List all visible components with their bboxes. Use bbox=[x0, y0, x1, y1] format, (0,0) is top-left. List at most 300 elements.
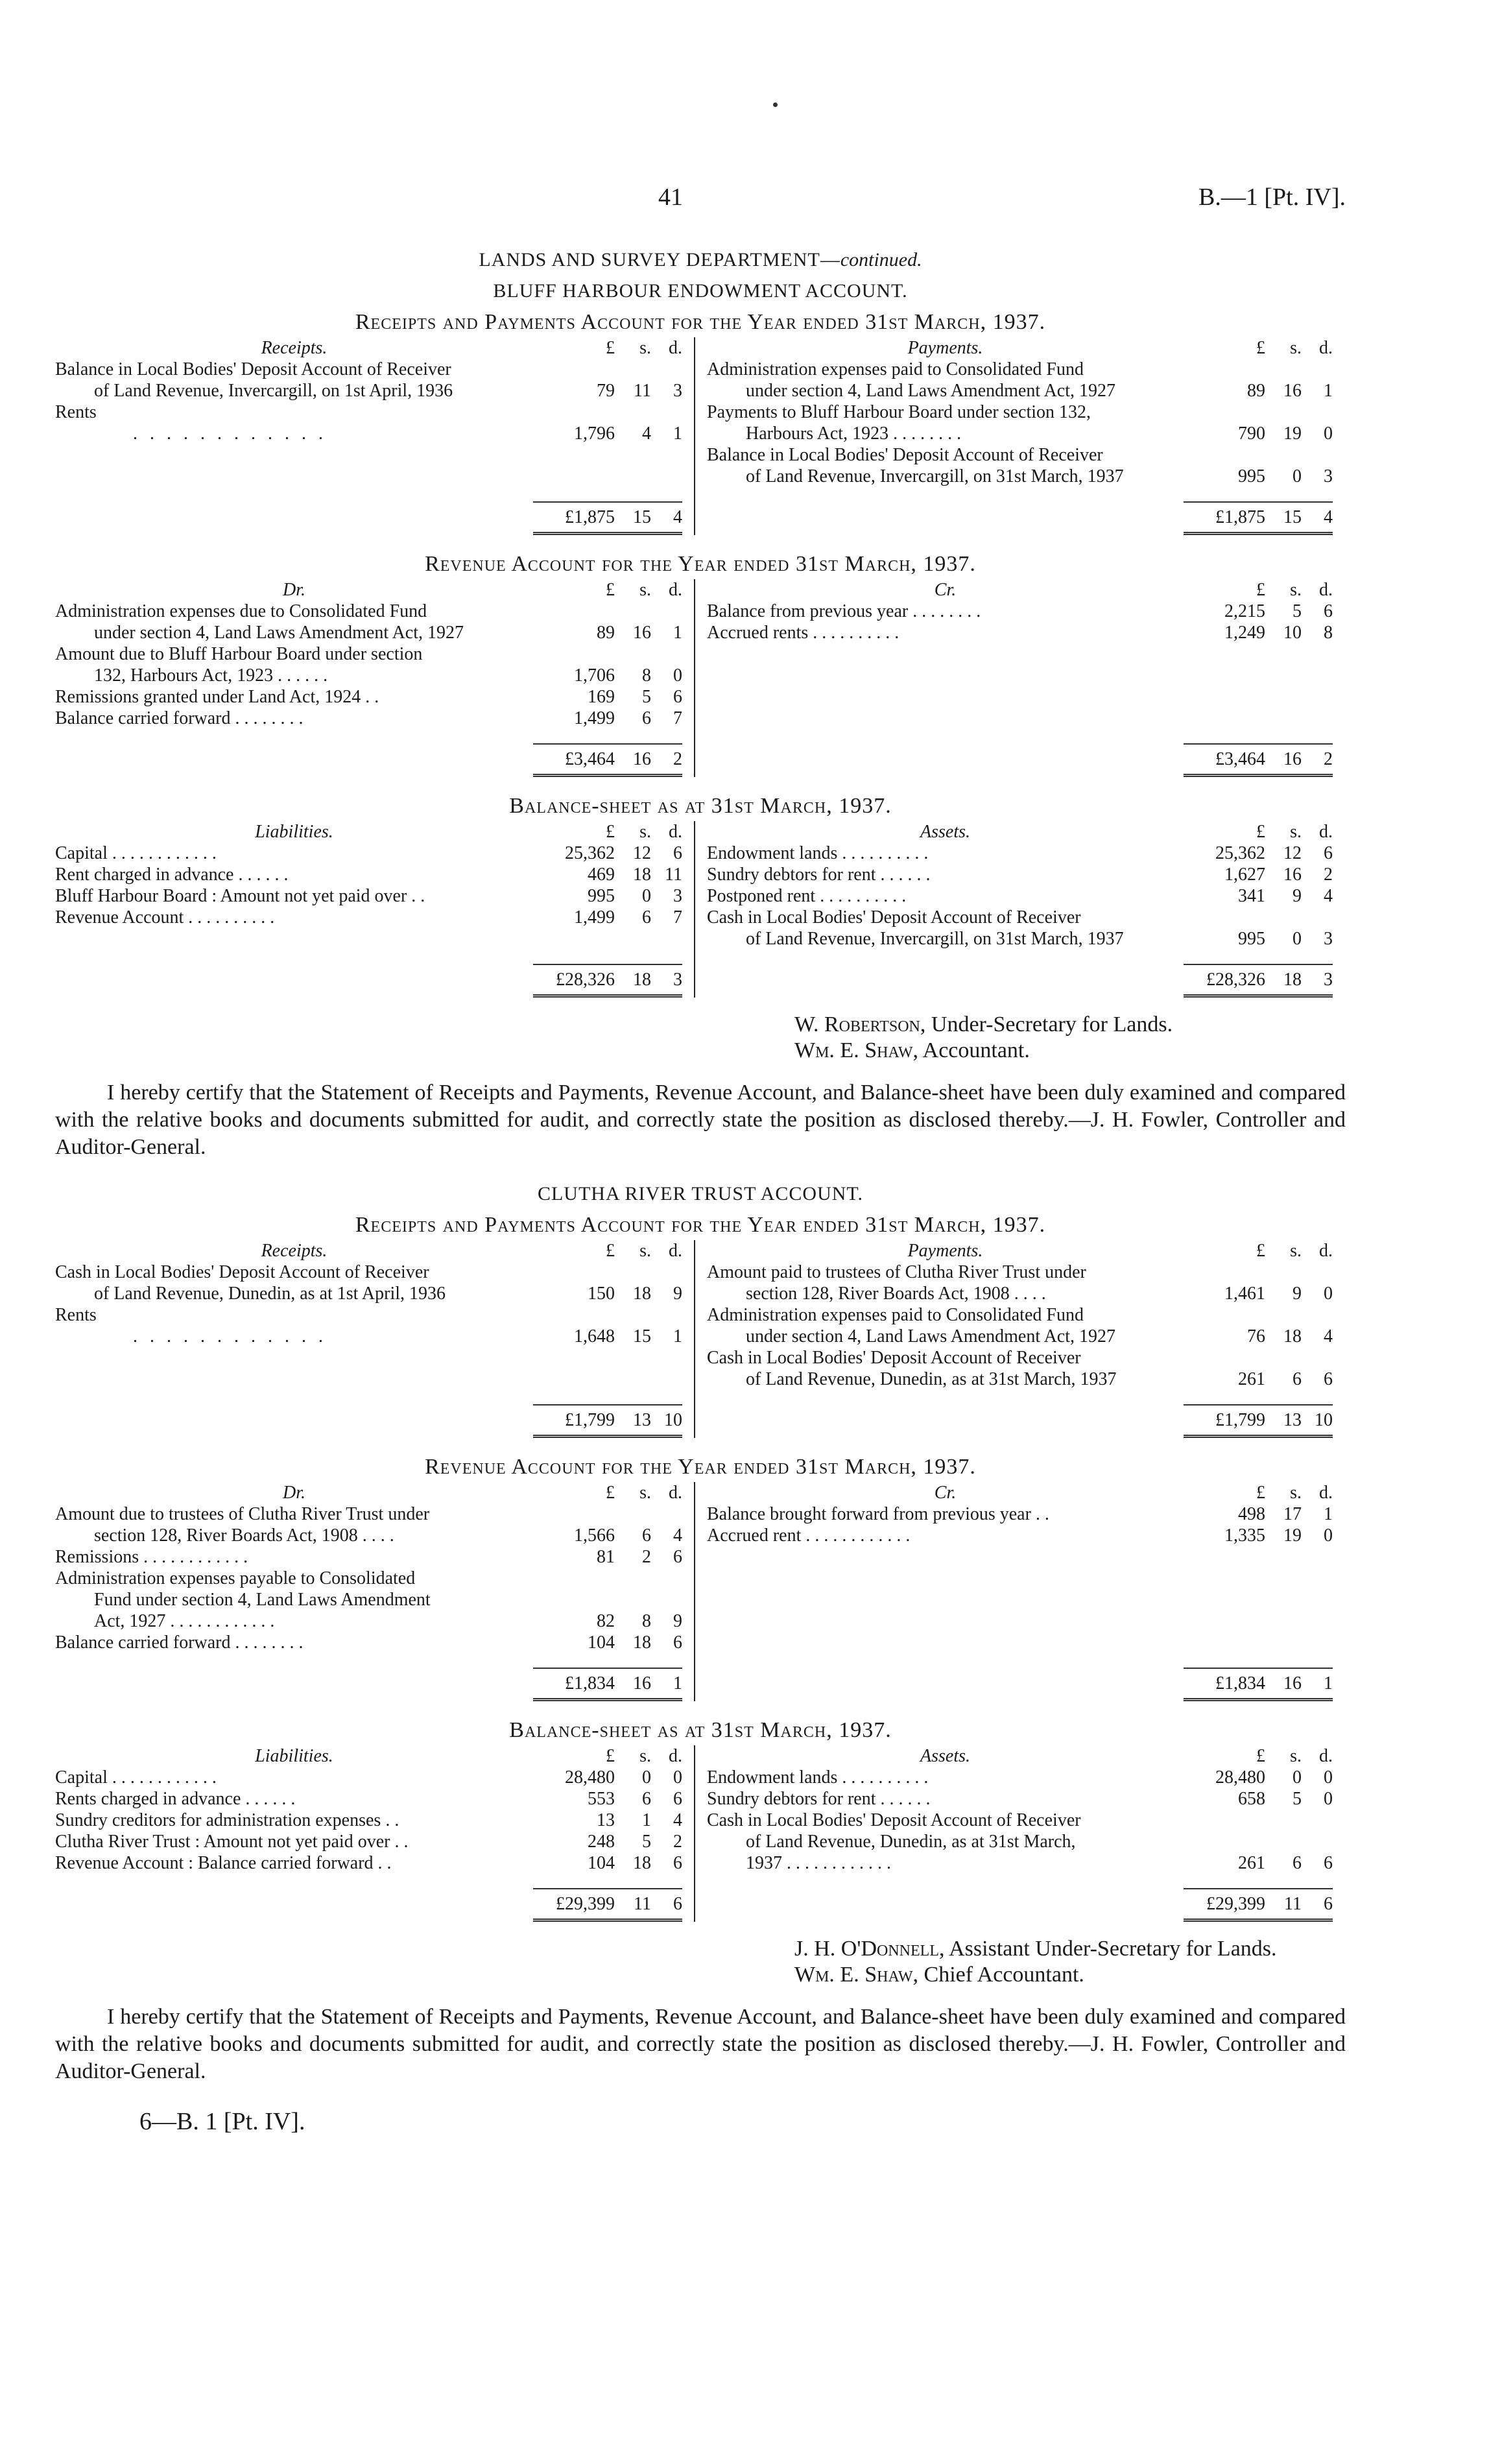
pounds: £28,326 bbox=[556, 970, 615, 990]
description: Accrued rent . . . . . . . . . . . . bbox=[707, 1525, 911, 1546]
pence: 6 bbox=[673, 1894, 682, 1914]
amount bbox=[1184, 1852, 1333, 1874]
description: Administration expenses paid to Consolidated Fund bbox=[707, 1305, 1084, 1325]
line-item bbox=[55, 1568, 682, 1632]
shillings: s. bbox=[639, 338, 651, 358]
pounds: £29,399 bbox=[1206, 1894, 1265, 1914]
right-column bbox=[694, 1745, 1333, 1922]
amount bbox=[533, 423, 682, 444]
shillings: 5 bbox=[642, 687, 651, 707]
column-spacer bbox=[55, 1347, 682, 1390]
pence: 0 bbox=[1324, 1767, 1333, 1788]
shillings: 18 bbox=[633, 1853, 651, 1873]
amount bbox=[1184, 1283, 1333, 1304]
currency-heading bbox=[1184, 579, 1333, 601]
line-item-row bbox=[55, 1788, 682, 1810]
line-item-row bbox=[707, 444, 1333, 466]
description: Endowment lands . . . . . . . . . . bbox=[707, 1767, 929, 1788]
line-item-row bbox=[55, 380, 682, 401]
statement-title: Balance-sheet as at 31st March, 1937. bbox=[509, 794, 892, 818]
currency-heading bbox=[533, 1745, 682, 1767]
description: Balance in Local Bodies' Deposit Account of Receiver bbox=[55, 359, 451, 379]
pounds: £ bbox=[1256, 338, 1265, 358]
total-row bbox=[55, 501, 682, 535]
left-column bbox=[55, 579, 694, 777]
description: Rents bbox=[55, 402, 97, 422]
line-item bbox=[55, 708, 682, 729]
pounds: 553 bbox=[588, 1789, 615, 1809]
line-item-row bbox=[55, 864, 682, 885]
total-row bbox=[55, 1888, 682, 1922]
column-heading bbox=[55, 1745, 682, 1767]
shillings: 6 bbox=[642, 1525, 651, 1546]
description: section 128, River Boards Act, 1908 . . . . bbox=[94, 1525, 394, 1546]
amount bbox=[1184, 622, 1333, 643]
currency-unit: s. bbox=[639, 822, 651, 842]
description: Amount due to trustees of Clutha River Trust under bbox=[55, 1504, 430, 1524]
line-item bbox=[55, 359, 682, 401]
pounds: 469 bbox=[588, 865, 615, 885]
pounds: 1,499 bbox=[574, 907, 615, 927]
description: Revenue Account : Balance carried forward . . bbox=[55, 1853, 392, 1873]
line-item bbox=[55, 1304, 682, 1347]
shillings: 6 bbox=[642, 708, 651, 728]
description: 132, Harbours Act, 1923 . . . . . . bbox=[94, 665, 328, 686]
currency-unit: £ bbox=[606, 580, 615, 600]
line-item-row bbox=[707, 864, 1333, 885]
line-item-row bbox=[55, 885, 682, 907]
description: Fund under section 4, Land Laws Amendment bbox=[94, 1590, 431, 1610]
description: section 128, River Boards Act, 1908 . . . . bbox=[746, 1284, 1046, 1304]
pounds: 28,480 bbox=[565, 1767, 615, 1788]
line-item-row bbox=[55, 1503, 682, 1525]
pence: 4 bbox=[673, 1810, 682, 1830]
currency-heading bbox=[1184, 1482, 1333, 1503]
pence: 4 bbox=[673, 507, 682, 527]
shillings: 6 bbox=[642, 907, 651, 927]
line-item-row bbox=[707, 601, 1333, 622]
pounds: 341 bbox=[1238, 886, 1265, 906]
amount bbox=[1184, 928, 1333, 950]
amount bbox=[1184, 501, 1333, 535]
right-column bbox=[694, 1482, 1333, 1701]
currency-unit: £ bbox=[606, 822, 615, 842]
amount bbox=[533, 337, 682, 359]
pence: 11 bbox=[665, 865, 682, 885]
description: Rents bbox=[55, 1305, 97, 1325]
audit-certificate: I hereby certify that the Statement of Receipts and Payments, Revenue Account, and Balance-sheet have been duly examined and compared with the relative books and documents submitted for audit, and correctly state the position as disclosed thereby.—J. H. Fowler, Controller and Auditor-General. bbox=[55, 1081, 1346, 1159]
line-item bbox=[707, 1525, 1333, 1546]
description: Act, 1927 . . . . . . . . . . . . bbox=[94, 1611, 275, 1631]
description: Amount paid to trustees of Clutha River Trust under bbox=[707, 1262, 1086, 1282]
line-item-row bbox=[707, 1767, 1333, 1788]
pounds: 89 bbox=[1247, 381, 1265, 401]
shillings: 19 bbox=[1283, 1525, 1302, 1546]
total-row bbox=[55, 964, 682, 998]
clutha-revenue-account bbox=[55, 1482, 1346, 1701]
line-item bbox=[55, 1632, 682, 1653]
pounds: 81 bbox=[597, 1547, 615, 1567]
currency-heading bbox=[533, 579, 682, 601]
column-heading bbox=[55, 1482, 682, 1503]
column-heading bbox=[707, 1482, 1333, 1503]
pence: d. bbox=[1319, 338, 1333, 358]
shillings: 18 bbox=[1283, 970, 1302, 990]
line-item-row bbox=[707, 1262, 1333, 1283]
page bbox=[55, 0, 1346, 2136]
shillings: 15 bbox=[633, 507, 651, 527]
currency-unit: d. bbox=[1319, 822, 1333, 842]
shillings: 0 bbox=[642, 1767, 651, 1788]
pounds: 1,566 bbox=[574, 1525, 615, 1546]
account-title: CLUTHA RIVER TRUST ACCOUNT. bbox=[537, 1183, 864, 1204]
amount bbox=[533, 1831, 682, 1852]
line-item-row bbox=[707, 359, 1333, 380]
description: of Land Revenue, Dunedin, as at 31st March, bbox=[746, 1832, 1076, 1852]
total-row bbox=[707, 501, 1333, 535]
column-spacer bbox=[707, 1546, 1333, 1653]
pounds: 82 bbox=[597, 1611, 615, 1631]
amount bbox=[533, 622, 682, 643]
currency-unit: d. bbox=[1319, 1483, 1333, 1503]
column-title: Receipts. bbox=[261, 1241, 328, 1261]
pence: 1 bbox=[673, 1326, 682, 1346]
currency-unit: £ bbox=[1256, 822, 1265, 842]
audit-certificate: I hereby certify that the Statement of Receipts and Payments, Revenue Account, and Balance-sheet have been duly examined and compared with the relative books and documents submitted for audit, and correctly state the position as disclosed thereby.—J. H. Fowler, Controller and Auditor-General. bbox=[55, 2005, 1346, 2083]
shillings: 0 bbox=[1292, 1767, 1302, 1788]
amount bbox=[533, 665, 682, 686]
description: Accrued rents . . . . . . . . . . bbox=[707, 623, 899, 643]
shillings: 6 bbox=[1292, 1853, 1302, 1873]
line-item bbox=[707, 1767, 1333, 1788]
line-item bbox=[707, 1810, 1333, 1874]
description: Cash in Local Bodies' Deposit Account of Receiver bbox=[707, 907, 1081, 927]
pounds: 79 bbox=[597, 381, 615, 401]
currency-unit: £ bbox=[606, 1746, 615, 1766]
pence: 4 bbox=[1324, 507, 1333, 527]
line-item bbox=[55, 1788, 682, 1810]
column-heading bbox=[55, 1240, 682, 1262]
currency-unit: s. bbox=[639, 580, 651, 600]
amount bbox=[533, 686, 682, 708]
line-item-row bbox=[707, 1831, 1333, 1852]
shillings: 16 bbox=[633, 749, 651, 769]
shillings: 15 bbox=[1283, 507, 1302, 527]
pence: 9 bbox=[673, 1611, 682, 1631]
pence: 0 bbox=[1324, 1525, 1333, 1546]
description: Postponed rent . . . . . . . . . . bbox=[707, 886, 907, 906]
description: Revenue Account . . . . . . . . . . bbox=[55, 907, 275, 927]
currency-unit: s. bbox=[639, 1746, 651, 1766]
line-item-row bbox=[55, 359, 682, 380]
line-item-row bbox=[707, 401, 1333, 423]
column-title: Assets. bbox=[920, 1746, 970, 1766]
signatory-name: J. H. O'Donnell, bbox=[794, 1937, 945, 1961]
pence: 1 bbox=[673, 623, 682, 643]
column-heading bbox=[55, 821, 682, 843]
bluff-receipts-payments bbox=[55, 337, 1346, 535]
column-spacer bbox=[707, 643, 1333, 729]
right-column bbox=[694, 579, 1333, 777]
line-item bbox=[55, 686, 682, 708]
shillings: 9 bbox=[1292, 1284, 1302, 1304]
amount bbox=[1184, 1668, 1333, 1701]
bluff-balance-sheet bbox=[55, 821, 1346, 998]
column-title: Cr. bbox=[934, 1483, 957, 1503]
column-title: Cr. bbox=[934, 580, 957, 600]
line-item bbox=[707, 864, 1333, 885]
amount bbox=[533, 843, 682, 864]
description: Balance carried forward . . . . . . . . bbox=[55, 1633, 304, 1653]
line-item bbox=[707, 401, 1333, 444]
shillings: 16 bbox=[1283, 749, 1302, 769]
currency-unit: s. bbox=[1290, 1483, 1302, 1503]
description: Sundry debtors for rent . . . . . . bbox=[707, 865, 931, 885]
pence: 0 bbox=[673, 665, 682, 686]
line-item-row bbox=[55, 708, 682, 729]
line-item-row bbox=[707, 843, 1333, 864]
pounds: 790 bbox=[1238, 424, 1265, 444]
line-item bbox=[55, 1810, 682, 1831]
clutha-receipts-payments bbox=[55, 1240, 1346, 1438]
pence: 8 bbox=[1324, 623, 1333, 643]
column-spacer bbox=[55, 928, 682, 950]
line-item-row bbox=[707, 1788, 1333, 1810]
line-item bbox=[55, 843, 682, 864]
pounds: 25,362 bbox=[565, 843, 615, 863]
description: Amount due to Bluff Harbour Board under section bbox=[55, 644, 423, 664]
amount bbox=[1184, 864, 1333, 885]
amount bbox=[1184, 743, 1333, 777]
column-title: Liabilities. bbox=[255, 822, 333, 842]
line-item-row bbox=[55, 1283, 682, 1304]
pence: 4 bbox=[1324, 1326, 1333, 1346]
shillings: 16 bbox=[633, 1673, 651, 1693]
pence: 6 bbox=[673, 843, 682, 863]
shillings: 0 bbox=[642, 886, 651, 906]
pence: 6 bbox=[1324, 601, 1333, 621]
pounds: £28,326 bbox=[1206, 970, 1265, 990]
line-item-row bbox=[55, 907, 682, 928]
currency-unit: d. bbox=[669, 1483, 682, 1503]
shillings: 9 bbox=[1292, 886, 1302, 906]
amount bbox=[1184, 423, 1333, 444]
line-item bbox=[707, 359, 1333, 401]
line-item-row bbox=[55, 622, 682, 643]
pounds: 248 bbox=[588, 1832, 615, 1852]
amount bbox=[1184, 380, 1333, 401]
column-heading bbox=[55, 337, 682, 359]
description: of Land Revenue, Dunedin, as at 1st April, 1936 bbox=[94, 1284, 446, 1304]
statement-title: Balance-sheet as at 31st March, 1937. bbox=[509, 1718, 892, 1742]
currency-unit: s. bbox=[1290, 822, 1302, 842]
line-item bbox=[707, 622, 1333, 643]
amount bbox=[1184, 337, 1333, 359]
line-item-row bbox=[55, 401, 682, 444]
pounds: £3,464 bbox=[1215, 749, 1265, 769]
page-header bbox=[55, 183, 1346, 215]
description: Balance from previous year . . . . . . . . bbox=[707, 601, 981, 621]
pounds: 1,706 bbox=[574, 665, 615, 686]
description: Harbours Act, 1923 . . . . . . . . bbox=[746, 424, 962, 444]
description: Balance brought forward from previous year . . bbox=[707, 1504, 1049, 1524]
line-item-row bbox=[707, 1369, 1333, 1390]
line-item-row bbox=[707, 1525, 1333, 1546]
line-item bbox=[707, 907, 1333, 950]
right-column bbox=[694, 821, 1333, 998]
line-item bbox=[55, 1831, 682, 1852]
account-title: BLUFF HARBOUR ENDOWMENT ACCOUNT. bbox=[493, 280, 908, 302]
pence: 1 bbox=[1324, 381, 1333, 401]
line-item bbox=[55, 907, 682, 928]
shillings: 13 bbox=[1283, 1410, 1302, 1430]
shillings: 17 bbox=[1283, 1504, 1302, 1524]
line-item-row bbox=[707, 1347, 1333, 1369]
pounds: 169 bbox=[588, 687, 615, 707]
line-item-row bbox=[707, 1304, 1333, 1326]
total-row bbox=[707, 1404, 1333, 1438]
pounds: £29,399 bbox=[556, 1894, 615, 1914]
line-item bbox=[55, 885, 682, 907]
pence: 0 bbox=[1324, 1284, 1333, 1304]
shillings: 5 bbox=[642, 1832, 651, 1852]
signatures bbox=[794, 1936, 1346, 1988]
line-item-row bbox=[707, 885, 1333, 907]
line-item bbox=[707, 843, 1333, 864]
line-item-row bbox=[707, 1810, 1333, 1831]
pounds: 1,627 bbox=[1224, 865, 1265, 885]
amount bbox=[1184, 1525, 1333, 1546]
pence: 6 bbox=[1324, 1369, 1333, 1389]
description: Capital . . . . . . . . . . . . bbox=[55, 1767, 217, 1788]
total-row bbox=[707, 1888, 1333, 1922]
leader-dots: . . . . . . . . . . . . bbox=[133, 424, 327, 444]
currency-unit: £ bbox=[1256, 1483, 1265, 1503]
shillings: 11 bbox=[634, 1894, 651, 1914]
description: Administration expenses due to Consolidated Fund bbox=[55, 601, 427, 621]
line-item-row bbox=[55, 1589, 682, 1610]
shillings: 2 bbox=[642, 1547, 651, 1567]
pounds: 104 bbox=[588, 1853, 615, 1873]
pence: 2 bbox=[1324, 749, 1333, 769]
currency-unit: s. bbox=[1290, 1746, 1302, 1766]
line-item bbox=[55, 864, 682, 885]
line-item-row bbox=[707, 1852, 1333, 1874]
pounds: £1,875 bbox=[1215, 507, 1265, 527]
line-item bbox=[707, 1503, 1333, 1525]
amount bbox=[1184, 1369, 1333, 1390]
line-item bbox=[55, 1503, 682, 1546]
statement-title: Receipts and Payments Account for the Year ended 31st March, 1937. bbox=[355, 1213, 1046, 1237]
signatures bbox=[794, 1012, 1346, 1064]
signatory-role: Under-Secretary for Lands. bbox=[931, 1012, 1173, 1036]
pence: 3 bbox=[673, 381, 682, 401]
pence: 4 bbox=[673, 1525, 682, 1546]
amount bbox=[533, 1788, 682, 1810]
left-column bbox=[55, 821, 694, 998]
line-item bbox=[707, 1262, 1333, 1304]
column-heading bbox=[707, 579, 1333, 601]
currency-unit: d. bbox=[1319, 580, 1333, 600]
department-title: LANDS AND SURVEY DEPARTMENT—continued. bbox=[479, 249, 922, 270]
shillings: 11 bbox=[634, 381, 651, 401]
currency-unit: £ bbox=[606, 1241, 615, 1261]
pence: 4 bbox=[1324, 886, 1333, 906]
shillings: 13 bbox=[633, 1410, 651, 1430]
signatory-name: Wm. E. Shaw, bbox=[794, 1963, 919, 1987]
line-item bbox=[707, 444, 1333, 487]
column-title: Dr. bbox=[282, 580, 305, 600]
amount bbox=[533, 1767, 682, 1788]
line-item-row bbox=[55, 1262, 682, 1283]
amount bbox=[533, 1610, 682, 1632]
column-title: Liabilities. bbox=[255, 1746, 333, 1766]
line-item-row bbox=[55, 1546, 682, 1568]
shillings: 6 bbox=[642, 1789, 651, 1809]
description: Rents charged in advance . . . . . . bbox=[55, 1789, 296, 1809]
pounds: 150 bbox=[588, 1284, 615, 1304]
signatory-role: Accountant. bbox=[922, 1038, 1030, 1062]
pence: 6 bbox=[1324, 1853, 1333, 1873]
pence: 9 bbox=[673, 1284, 682, 1304]
pence: 6 bbox=[1324, 1894, 1333, 1914]
shillings: 1 bbox=[642, 1810, 651, 1830]
column-title: Assets. bbox=[920, 822, 970, 842]
pounds: 2,215 bbox=[1224, 601, 1265, 621]
amount bbox=[1184, 1404, 1333, 1438]
description: under section 4, Land Laws Amendment Act, 1927 bbox=[746, 381, 1115, 401]
line-item bbox=[707, 1304, 1333, 1347]
description: Sundry creditors for administration expenses . . bbox=[55, 1810, 399, 1830]
amount bbox=[1184, 1767, 1333, 1788]
description: under section 4, Land Laws Amendment Act, 1927 bbox=[94, 623, 464, 643]
shillings: 15 bbox=[633, 1326, 651, 1346]
right-column bbox=[694, 337, 1333, 535]
pence: 2 bbox=[1324, 865, 1333, 885]
pence: 0 bbox=[1324, 424, 1333, 444]
amount bbox=[1184, 964, 1333, 998]
description: Remissions . . . . . . . . . . . . bbox=[55, 1547, 248, 1567]
description: of Land Revenue, Invercargill, on 1st April, 1936 bbox=[94, 381, 453, 401]
pence: 0 bbox=[673, 1767, 682, 1788]
description: Cash in Local Bodies' Deposit Account of Receiver bbox=[707, 1348, 1081, 1368]
shillings: 5 bbox=[1292, 1789, 1302, 1809]
column-heading bbox=[707, 821, 1333, 843]
total-row bbox=[55, 1668, 682, 1701]
description: Payments to Bluff Harbour Board under section 132, bbox=[707, 402, 1091, 422]
shillings: 18 bbox=[1283, 1326, 1302, 1346]
column-heading bbox=[707, 1240, 1333, 1262]
left-column bbox=[55, 1745, 694, 1922]
pounds: 1,249 bbox=[1224, 623, 1265, 643]
amount bbox=[533, 1632, 682, 1653]
total-row bbox=[55, 1404, 682, 1438]
total-row bbox=[707, 964, 1333, 998]
pounds: 261 bbox=[1238, 1369, 1265, 1389]
signatory-role: Assistant Under-Secretary for Lands. bbox=[949, 1937, 1277, 1961]
pounds: 1,796 bbox=[574, 424, 615, 444]
description: Cash in Local Bodies' Deposit Account of Receiver bbox=[55, 1262, 429, 1282]
pounds: £1,834 bbox=[565, 1673, 615, 1693]
line-item bbox=[55, 1546, 682, 1568]
shillings: s. bbox=[1290, 338, 1302, 358]
shillings: 4 bbox=[642, 424, 651, 444]
column-heading bbox=[707, 1745, 1333, 1767]
amount bbox=[1184, 466, 1333, 487]
bluff-section bbox=[55, 280, 1346, 1161]
currency-unit: s. bbox=[639, 1483, 651, 1503]
pence: 6 bbox=[673, 1633, 682, 1653]
